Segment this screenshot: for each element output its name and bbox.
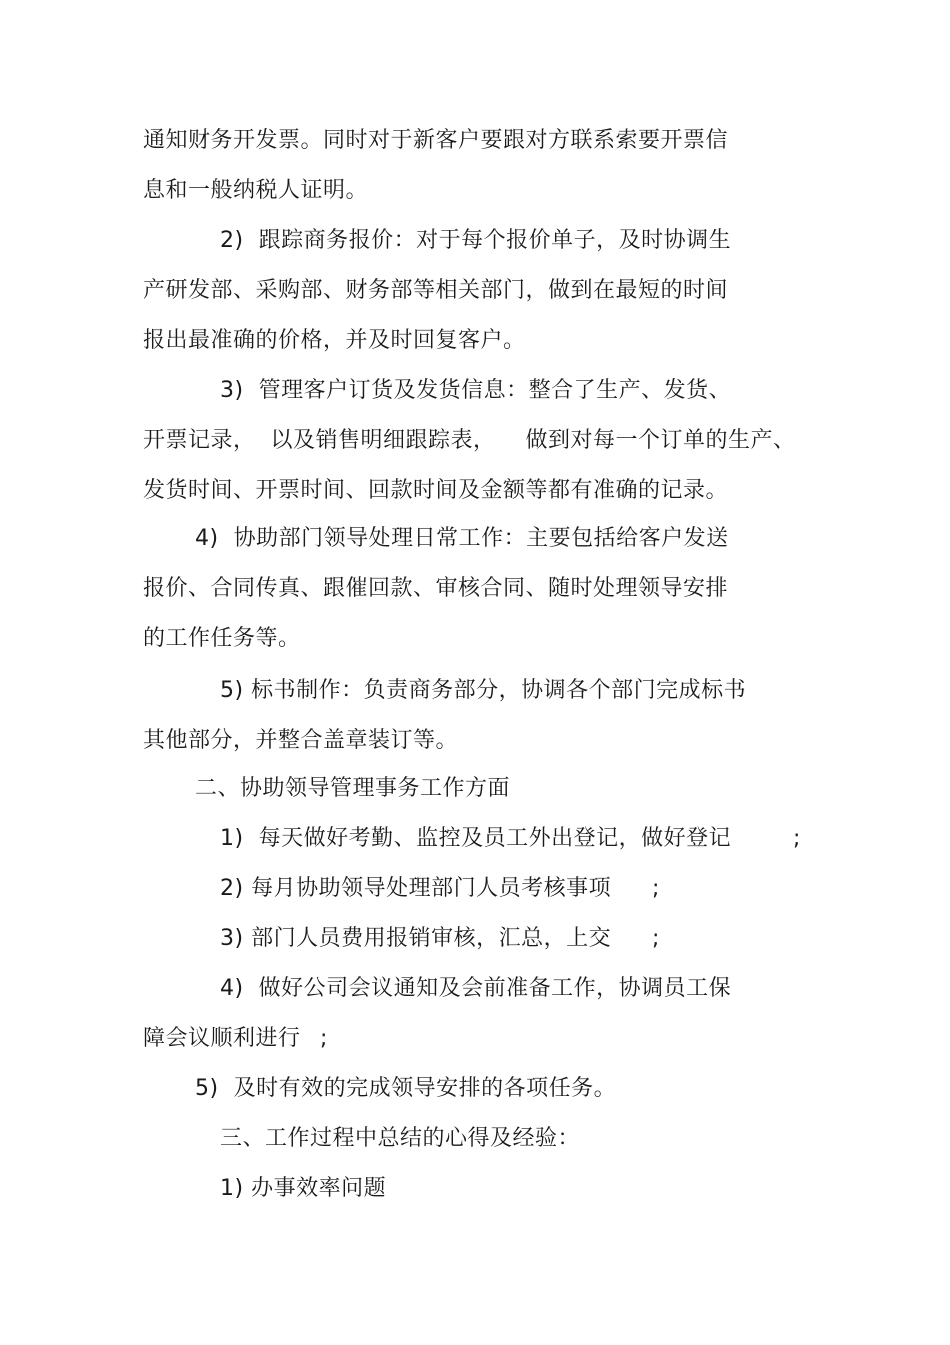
text-line: 报出最准确的价格，并及时回复客户。 xyxy=(143,328,526,353)
text-line: 其他部分，并整合盖章装订等。 xyxy=(143,728,459,753)
text-line: 3) 部门人员费用报销审核，汇总，上交 xyxy=(220,926,612,951)
semicolon-mark: ; xyxy=(652,876,660,901)
section-heading: 二、协助领导管理事务工作方面 xyxy=(195,776,511,801)
text-line: 1) 每天做好考勤、监控及员工外出登记，做好登记 xyxy=(220,826,732,851)
text-line: 产研发部、采购部、财务部等相关部门，做到在最短的时间 xyxy=(143,278,729,303)
text-line: 2) 跟踪商务报价：对于每个报价单子，及时协调生 xyxy=(220,228,732,253)
text-line: 报价、合同传真、跟催回款、审核合同、随时处理领导安排 xyxy=(143,576,729,601)
semicolon-mark: ; xyxy=(320,1026,328,1051)
text-line: 5) 标书制作：负责商务部分，协调各个部门完成标书 xyxy=(220,678,747,703)
semicolon-mark: ; xyxy=(793,826,801,851)
section-heading: 三、工作过程中总结的心得及经验： xyxy=(220,1126,581,1151)
text-line: 开票记录， 以及销售明细跟踪表， 做到对每一个订单的生产、 xyxy=(143,428,796,453)
text-line: 发货时间、开票时间、回款时间及金额等都有准确的记录。 xyxy=(143,478,729,503)
text-line: 3) 管理客户订货及发货信息：整合了生产、发货、 xyxy=(220,378,732,403)
text-line: 的工作任务等。 xyxy=(143,626,301,651)
text-line: 1) 办事效率问题 xyxy=(220,1176,387,1201)
text-line: 4) 做好公司会议通知及会前准备工作，协调员工保 xyxy=(220,976,732,1001)
text-line: 障会议顺利进行 xyxy=(143,1026,301,1051)
text-line: 4) 协助部门领导处理日常工作：主要包括给客户发送 xyxy=(195,526,729,551)
semicolon-mark: ; xyxy=(652,926,660,951)
text-line: 通知财务开发票。同时对于新客户要跟对方联系索要开票信 xyxy=(143,128,729,153)
text-line: 息和一般纳税人证明。 xyxy=(143,178,369,203)
text-line: 2) 每月协助领导处理部门人员考核事项 xyxy=(220,876,612,901)
text-line: 5) 及时有效的完成领导安排的各项任务。 xyxy=(195,1076,617,1101)
